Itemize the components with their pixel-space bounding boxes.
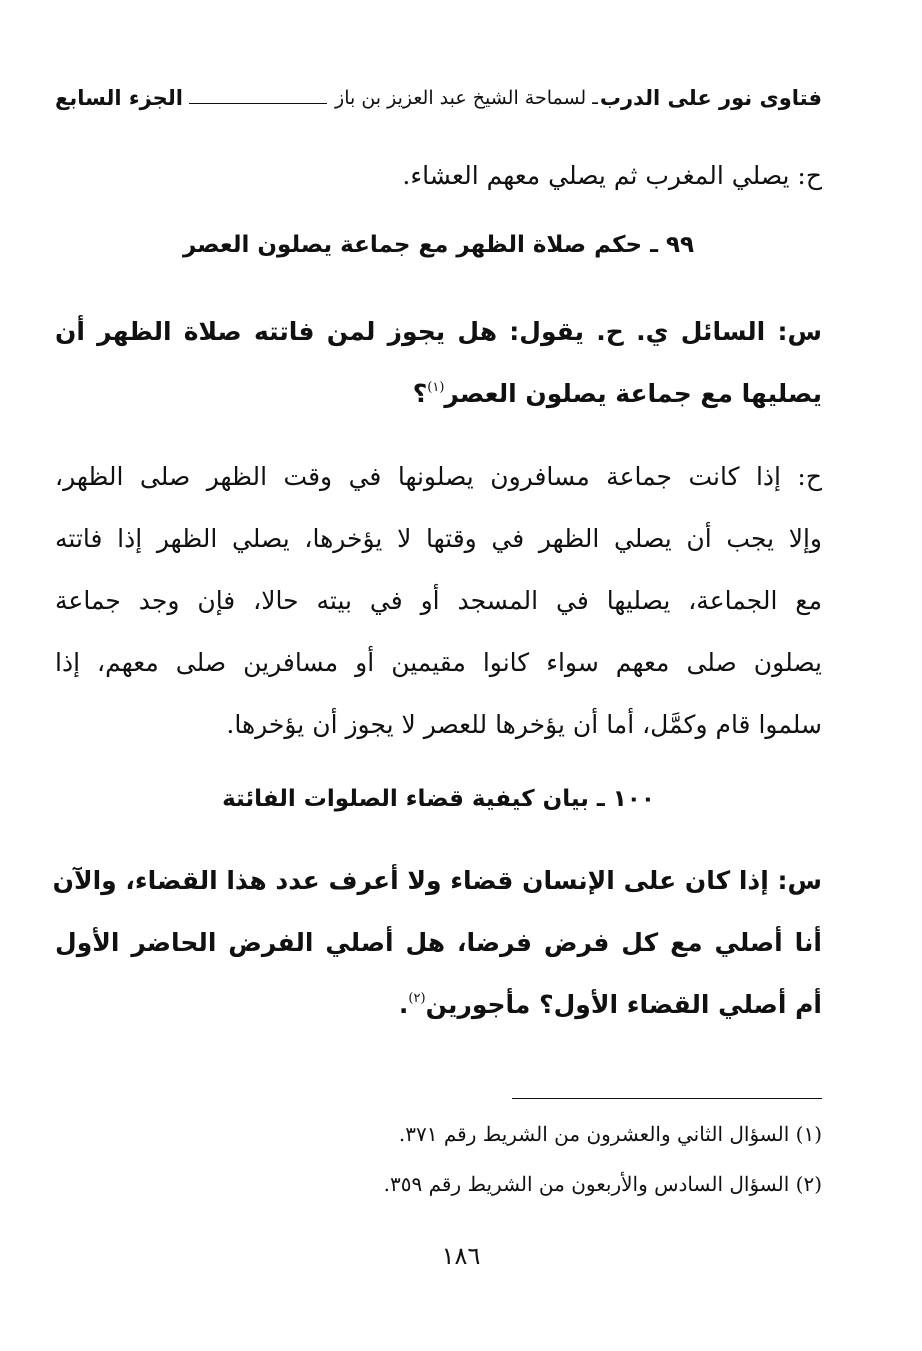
answer-line: وإلا يجب أن يصلي الظهر في وقتها لا يؤخرها، يصلي الظهر إذا فاتته [55,524,822,553]
volume-part: الجزء السابع [55,86,183,110]
question-line: أنا أصلي مع كل فرض فرضا، هل أصلي الفرض الحاضر الأول [55,928,822,957]
intro-answer-line: ح: يصلي المغرب ثم يصلي معهم العشاء. [402,161,822,190]
footnote-ref: (٢) [408,991,426,1006]
question-end-mark: ؟ [412,379,428,408]
footnote-ref: (١) [427,380,445,395]
running-header [55,78,822,118]
answer-line: مع الجماعة، يصليها في المسجد أو في بيته حالا، فإن وجد جماعة [55,586,822,615]
question-line-last [55,974,822,1036]
question-line: س: السائل ي. ح. يقول: هل يجوز لمن فاتته صلاة الظهر أن [55,317,822,346]
section-99-question [55,301,822,425]
footnote-separator [512,1098,822,1099]
book-title: فتاوى نور على الدرب [599,86,822,110]
author-name: ـ لسماحة الشيخ عبد العزيز بن باز [335,87,598,109]
page-number: ١٨٦ [441,1242,481,1270]
answer-line: يصلون صلى معهم سواء كانوا مقيمين أو مسافرين صلى معهم، إذا [55,648,822,677]
footnote-1: (١) السؤال الثاني والعشرون من الشريط رقم ٣٧١. [398,1122,822,1146]
answer-line: سلموا قام وكمَّل، أما أن يؤخرها للعصر لا يجوز أن يؤخرها. [226,710,822,739]
section-100-heading: ١٠٠ ـ بيان كيفية قضاء الصلوات الفائتة [222,786,655,812]
question-line: س: إذا كان على الإنسان قضاء ولا أعرف عدد هذا القضاء، والآن [52,866,822,895]
section-100-question [52,850,822,1036]
question-line-last [55,363,822,425]
footnote-2: (٢) السؤال السادس والأربعون من الشريط رقم ٣٥٩. [383,1172,822,1196]
section-99-heading: ٩٩ ـ حكم صلاة الظهر مع جماعة يصلون العصر [182,232,695,258]
section-99-answer [55,446,822,756]
answer-line: ح: إذا كانت جماعة مسافرون يصلونها في وقت الظهر صلى الظهر، [55,462,822,491]
question-text: يصليها مع جماعة يصلون العصر [444,379,822,408]
header-rule [189,103,327,104]
intro-answer [55,145,822,207]
question-text: أم أصلي القضاء الأول؟ مأجورين [425,990,822,1019]
question-end-mark: . [398,990,409,1019]
